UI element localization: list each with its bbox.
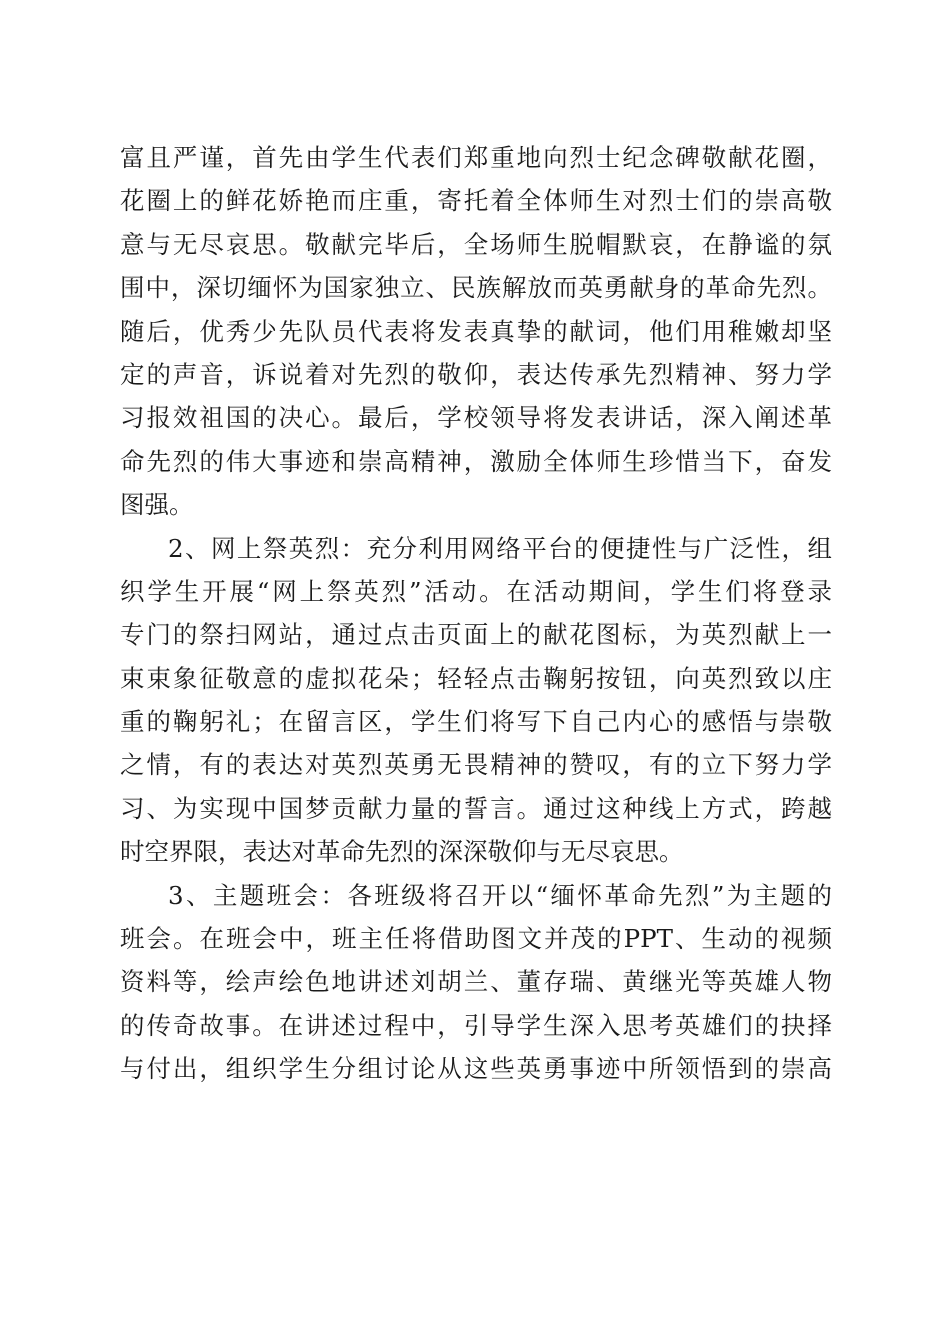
text-line: 与付出，组织学生分组讨论从这些英勇事迹中所领悟到的崇高: [120, 1054, 832, 1084]
text-line: 之情，有的表达对英烈英勇无畏精神的赞叹，有的立下努力学: [120, 750, 832, 780]
document-body: [120, 136, 832, 1091]
text-line: 习、为实现中国梦贡献力量的誓言。通过这种线上方式，跨越: [120, 793, 832, 823]
text-line: 资料等，绘声绘色地讲述刘胡兰、董存瑞、黄继光等英雄人物: [120, 967, 832, 997]
paragraph-heading-line: 2、网上祭英烈：充分利用网络平台的便捷性与广泛性，组: [168, 533, 832, 563]
text-line: 班会。在班会中，班主任将借助图文并茂的PPT、生动的视频: [120, 924, 832, 954]
text-line: 随后，优秀少先队员代表将发表真挚的献词，他们用稚嫩却坚: [120, 316, 832, 346]
text-line: 专门的祭扫网站，通过点击页面上的献花图标，为英烈献上一: [120, 620, 832, 650]
text-line: 定的声音，诉说着对先烈的敬仰，表达传承先烈精神、努力学: [120, 359, 832, 389]
text-line: 习报效祖国的决心。最后，学校领导将发表讲话，深入阐述革: [120, 403, 832, 433]
text-line: 的传奇故事。在讲述过程中，引导学生深入思考英雄们的抉择: [120, 1010, 832, 1040]
text-line: 束束象征敬意的虚拟花朵；轻轻点击鞠躬按钮，向英烈致以庄: [120, 663, 832, 693]
text-line: 花圈上的鲜花娇艳而庄重，寄托着全体师生对烈士们的崇高敬: [120, 186, 832, 216]
text-line: 围中，深切缅怀为国家独立、民族解放而英勇献身的革命先烈。: [120, 273, 832, 303]
text-line: 命先烈的伟大事迹和崇高精神，激励全体师生珍惜当下，奋发: [120, 446, 832, 476]
text-line: 织学生开展“网上祭英烈”活动。在活动期间，学生们将登录: [120, 576, 832, 606]
text-line: 图强。: [120, 490, 194, 520]
text-line: 富且严谨，首先由学生代表们郑重地向烈士纪念碑敬献花圈，: [120, 143, 832, 172]
text-line: 意与无尽哀思。敬献完毕后，全场师生脱帽默哀，在静谧的氛: [120, 229, 832, 259]
paragraph-heading-line: 3、主题班会：各班级将召开以“缅怀革命先烈”为主题的: [168, 880, 832, 910]
text-line: 时空界限，表达对革命先烈的深深敬仰与无尽哀思。: [120, 837, 684, 867]
text-line: 重的鞠躬礼；在留言区，学生们将写下自己内心的感悟与崇敬: [120, 707, 832, 737]
